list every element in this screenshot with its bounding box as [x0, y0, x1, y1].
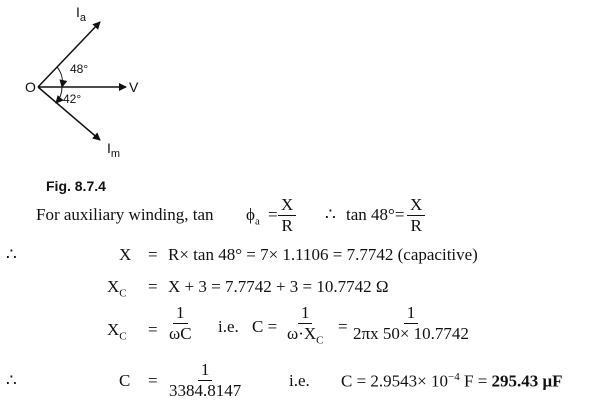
fraction-x-over-r: $\frac{X}{R}$ — [278, 196, 296, 235]
eq2-equals: = — [148, 277, 158, 296]
eq4-lhs: C — [119, 371, 131, 390]
eq2-rhs: X + 3 = 7.7742 + 3 = 10.7742 Ω — [168, 277, 389, 296]
eq4-equals: = — [148, 371, 158, 390]
ia-phasor-arrow — [38, 22, 100, 87]
intro-text: For auxiliary winding, tan — [36, 205, 214, 224]
ia-label: $I_a$ — [76, 4, 87, 24]
eq3-equals-2: = — [338, 317, 348, 336]
ie-text: i.e. — [289, 371, 310, 390]
eq3-lhs: $X_C$ — [107, 320, 127, 343]
ie-text: i.e. — [218, 317, 239, 336]
fraction-x-over-r-2: $\frac{X}{R}$ — [407, 196, 425, 235]
c-equals: C = — [252, 317, 278, 336]
eq3-equals: = — [148, 320, 158, 339]
eq2-lhs: $X_C$ — [107, 277, 127, 300]
tan48-text: tan 48°= — [346, 205, 405, 224]
figure-caption: Fig. 8.7.4 — [46, 178, 106, 194]
origin-label: O — [25, 79, 36, 95]
eq1-lhs: X — [119, 245, 132, 264]
angle-lower-label: 42° — [63, 92, 82, 106]
therefore-symbol: ∴ — [6, 371, 17, 390]
therefore-symbol: ∴ — [6, 245, 17, 264]
fraction-1-over-omega-c: $\frac{1}{\omega C}$ — [169, 303, 192, 343]
phi-symbol: $\phi_a$ — [246, 205, 260, 228]
eq1-equals: = — [148, 245, 158, 264]
result-expression: $C = 2.9543\times 10^{-4}$ F = 295.43 μF — [341, 371, 563, 391]
fraction-1-over-3384: $\frac{1}{3384.8147}$ — [169, 360, 242, 400]
intro-equals: = — [268, 205, 278, 224]
fraction-1-over-2pi-f-xc: $\frac{1}{2\pi x 50\times 10.7742}$ — [353, 303, 469, 343]
angle-arc-upper — [57, 67, 62, 87]
v-label: V — [129, 79, 139, 95]
im-label: $I_m$ — [107, 140, 121, 160]
angle-upper-label: 48° — [70, 62, 89, 76]
fraction-1-over-omega-xc: $\frac{1}{\omega\cdot X_C}$ — [287, 303, 324, 347]
therefore-symbol: ∴ — [325, 205, 336, 224]
eq1-rhs: R× tan 48° = 7× 1.1106 = 7.7742 (capacitive) — [168, 245, 478, 264]
angle-arc-lower — [56, 87, 62, 103]
